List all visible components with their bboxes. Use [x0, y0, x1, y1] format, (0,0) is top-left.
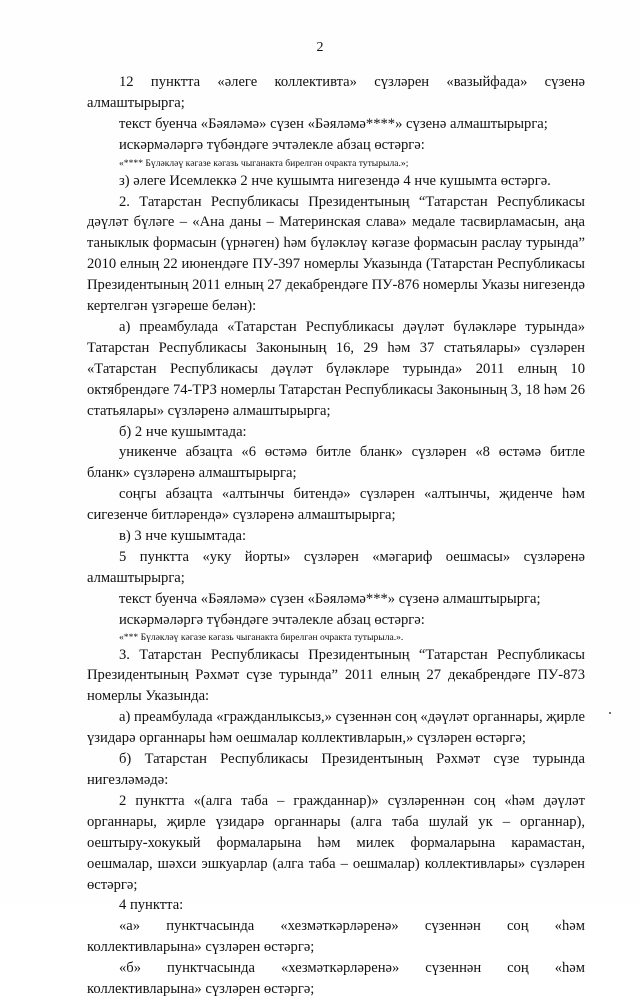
paragraph: 4 пунктта: — [119, 897, 184, 914]
paragraph: 2. Татарстан Республикасы Президентының “Татарстан Республикасы дәүләт бүләге – «Ана даны – Материнская слава» медале тасвирламасын, аңа таныклык формасын (үрнәген) һәм бүләкләү кәгазе формасын раслау турында” 2010 елның 22 июнендәге ПУ-397 номерлы Указында (Татарстан Республикасы Президентының 2011 елның 27 декабрендәге ПУ-876 номерлы Указы нигезендә кертелгән үзгәреше белән): — [87, 193, 585, 315]
paragraph: в) 3 нче кушымтада: — [119, 528, 247, 545]
scan-artifact — [609, 712, 611, 714]
footnote-paragraph: «*** Бүләкләү кәгазе кәгазь чыганакта бирелгән очракта тутырыла.». — [119, 631, 404, 643]
paragraph: 5 пунктта «уку йорты» сүзләрен «мәгариф оешмасы» сүзләренә алмаштырырга; — [87, 548, 585, 586]
paragraph: б) 2 нче кушымтада: — [119, 423, 247, 440]
paragraph: текст буенча «Бәяләмә» сүзен «Бәяләмә***» сүзенә алмаштырырга; — [119, 590, 541, 607]
paragraph: «а» пунктчасында «хезмәткәрләренә» сүзеннән соң «һәм коллективларына» сүзләрен өстәргә; — [87, 918, 585, 956]
paragraph: «б» пунктчасында «хезмәткәрләренә» сүзеннән соң «һәм коллективларына» сүзләрен өстәргә; — [87, 960, 585, 998]
paragraph: а) преамбулада «Татарстан Республикасы дәүләт бүләкләре турында» Татарстан Республикасы Законының 16, 29 һәм 37 статьялары» сүзләрен «Татарстан Республикасы дәүләт бүләкләре турында» 2011 елның 10 октябрендәге 74-ТРЗ номерлы Татарстан Республикасы Законының 3, 18 һәм 26 статьялары» сүзләренә алмаштырырга; — [87, 318, 585, 419]
paragraph: б) Татарстан Республикасы Президентының Рәхмәт сүзе турында нигезләмәдә: — [87, 751, 585, 788]
paragraph: 2 пунктта «(алга таба – гражданнар)» сүзләреннән соң «һәм дәүләт органнары, җирле үзидарә органнары (алга таба шулай ук – органнар), оештыру-хокукый формаларына һәм милек формаларына карамастан, оешмалар, шәхси эшкуарлар (алга таба – оешмалар) коллективлары» сүзләрен өстәргә; — [87, 792, 585, 893]
paragraph: 3. Татарстан Республикасы Президентының “Татарстан Республикасы Президентының Рәхмәт сүзе турында” 2011 елның 27 декабрендәге ПУ-873 номерлы Указында: — [87, 646, 585, 705]
footnote-paragraph: «**** Бүләкләү кәгазе кәгазь чыганакта бирелгән очракта тутырыла.»; — [119, 157, 409, 169]
paragraph: искәрмәләргә түбәндәге эчтәлекле абзац өстәргә: — [119, 136, 425, 153]
paragraph: искәрмәләргә түбәндәге эчтәлекле абзац өстәргә: — [119, 611, 425, 628]
paragraph: текст буенча «Бәяләмә» сүзен «Бәяләмә****» сүзенә алмаштырырга; — [119, 115, 548, 132]
paragraph: з) әлеге Исемлеккә 2 нче кушымта нигезендә 4 нче кушымта өстәргә. — [119, 172, 551, 189]
page-number: 2 — [316, 40, 324, 55]
paragraph: уникенче абзацта «6 өстәмә битле бланк» сүзләрен «8 өстәмә битле бланк» сүзләренә алмаштырырга; — [87, 444, 585, 482]
paragraph: а) преамбулада «гражданлыксыз,» сүзеннән соң «дәүләт органнары, җирле үзидарә органнары һәм оешмалар коллективларын,» сүзләрен өстәргә; — [87, 709, 586, 747]
document-body — [87, 72, 585, 1000]
paragraph: 12 пунктта «әлеге коллективта» сүзләрен «вазыйфада» сүзенә алмаштырырга; — [87, 74, 585, 111]
paragraph: соңгы абзацта «алтынчы битендә» сүзләрен «алтынчы, җиденче һәм сигезенче битләрендә» сүзләренә алмаштырырга; — [87, 486, 585, 524]
